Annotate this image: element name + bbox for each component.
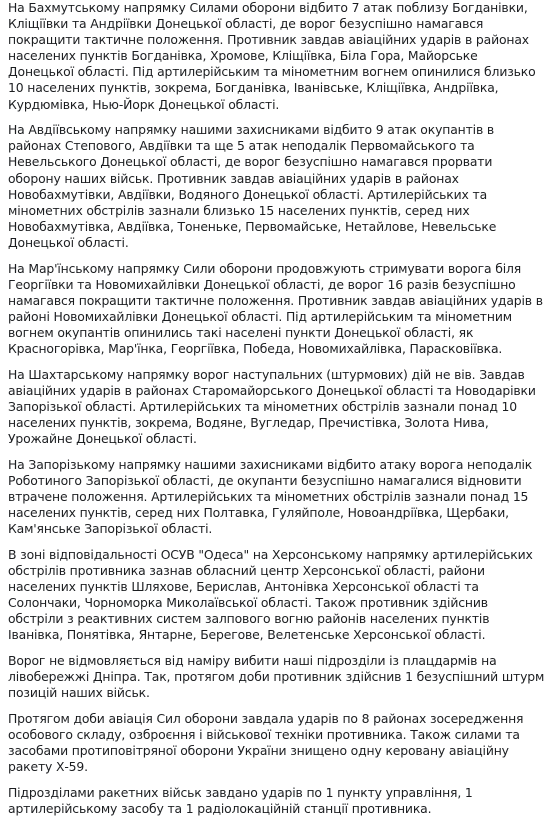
paragraph-zaporizhzhia: На Запорізькому напрямку нашими захисниками відбито атаку ворога неподалік Роботиного Запорізької області, де окупанти безуспішно намагалися відновити втрачене положення. Артилерійських та мінометних обстрілів зазнали понад 15 населених пунктів, серед них Полтавка, Гуляйполе, Новоандріївка, Щербаки, Кам'янське Запорізької області. bbox=[8, 456, 533, 537]
paragraph-kherson: В зоні відповідальності ОСУВ "Одеса" на Херсонському напрямку артилерійських обстрілів противника зазнав обласний центр Херсонської області, райони населених пунктів Шляхове, Берислав, Антонівка Херсонської області та Солончаки, Чорноморка Миколаївської області. Також противник здійснив обстріли з реактивних систем залпового вогню районів населених пунктів Іванівка, Понятівка, Янтарне, Берегове, Велетенське Херсонської області. bbox=[8, 546, 533, 643]
paragraph-dnipro: Ворог не відмовляється від наміру вибити наші підрозділи із плацдармів на лівобережжі Дніпра. Так, протягом доби противник здійснив 1 безуспішний штурм позицій наших військ. bbox=[8, 653, 545, 701]
paragraph-shakhtarsk: На Шахтарському напрямку ворог наступальних (штурмових) дій не вів. Завдав авіаційних ударів в районах Старомайорського Донецької області та Новодарівки Запорізької області. Артилерійських та мінометних обстрілів зазнали понад 10 населених пунктів, зокрема, Водяне, Вугледар, Пречистівка, Золота Нива, Урожайне Донецької області. bbox=[8, 366, 536, 447]
paragraph-avdiivka: На Авдіївському напрямку нашими захисниками відбито 9 атак окупантів в районах Степового, Авдіївки та ще 5 атак неподалік Первомайського та Невельського Донецької області, де ворог безуспішно намагався прорвати оборону наших військ. Противник завдав авіаційних ударів в районах Новобахмутівки, Авдіївки, Водяного Донецької області. Артилерійських та мінометних обстрілів зазнали близько 15 населених пунктів, серед них Новобахмутівка, Авдіївка, Тоненьке, Первомайське, Нетайлове, Невельське Донецької області. bbox=[8, 122, 497, 250]
paragraph-missile-troops: Підрозділами ракетних військ завдано ударів по 1 пункту управління, 1 артилерійському засобу та 1 радіолокаційній станції противника. bbox=[8, 784, 473, 816]
paragraph-aviation: Протягом доби авіація Сил оборони завдала ударів по 8 районах зосередження особового складу, озброєння і військової техніки противника. Також силами та засобами протиповітряної оборони України знищено одну керовану авіаційну ракету Х-59. bbox=[8, 710, 524, 775]
paragraph-bakhmut: На Бахмутському напрямку Силами оборони відбито 7 атак поблизу Богданівки, Кліщіївки та Андріївки Донецької області, де ворог безуспішно намагався покращити тактичне положення. Противник завдав авіаційних ударів в районах населених пунктів Богданівка, Хромове, Кліщіївка, Біла Гора, Майорське Донецької області. Під артилерійським та мінометним вогнем опинилися близько 10 населених пунктів, зокрема, Богданівка, Іванівське, Кліщіївка, Андріївка, Курдюмівка, Нью-Йорк Донецької області. bbox=[8, 0, 536, 112]
paragraph-marinka: На Мар'їнському напрямку Сили оборони продовжують стримувати ворога біля Георгіївки та Новомихайлівки Донецької області, де ворог 16 разів безуспішно намагався покращити тактичне положення. Противник завдав авіаційних ударів в районі Новомихайлівки Донецької області. Під артилерійським та мінометним вогнем окупантів опинились такі населені пункти Донецької області, як Красногорівка, Мар'їнка, Георгіївка, Победа, Новомихайлівка, Парасковіївка. bbox=[8, 260, 543, 357]
